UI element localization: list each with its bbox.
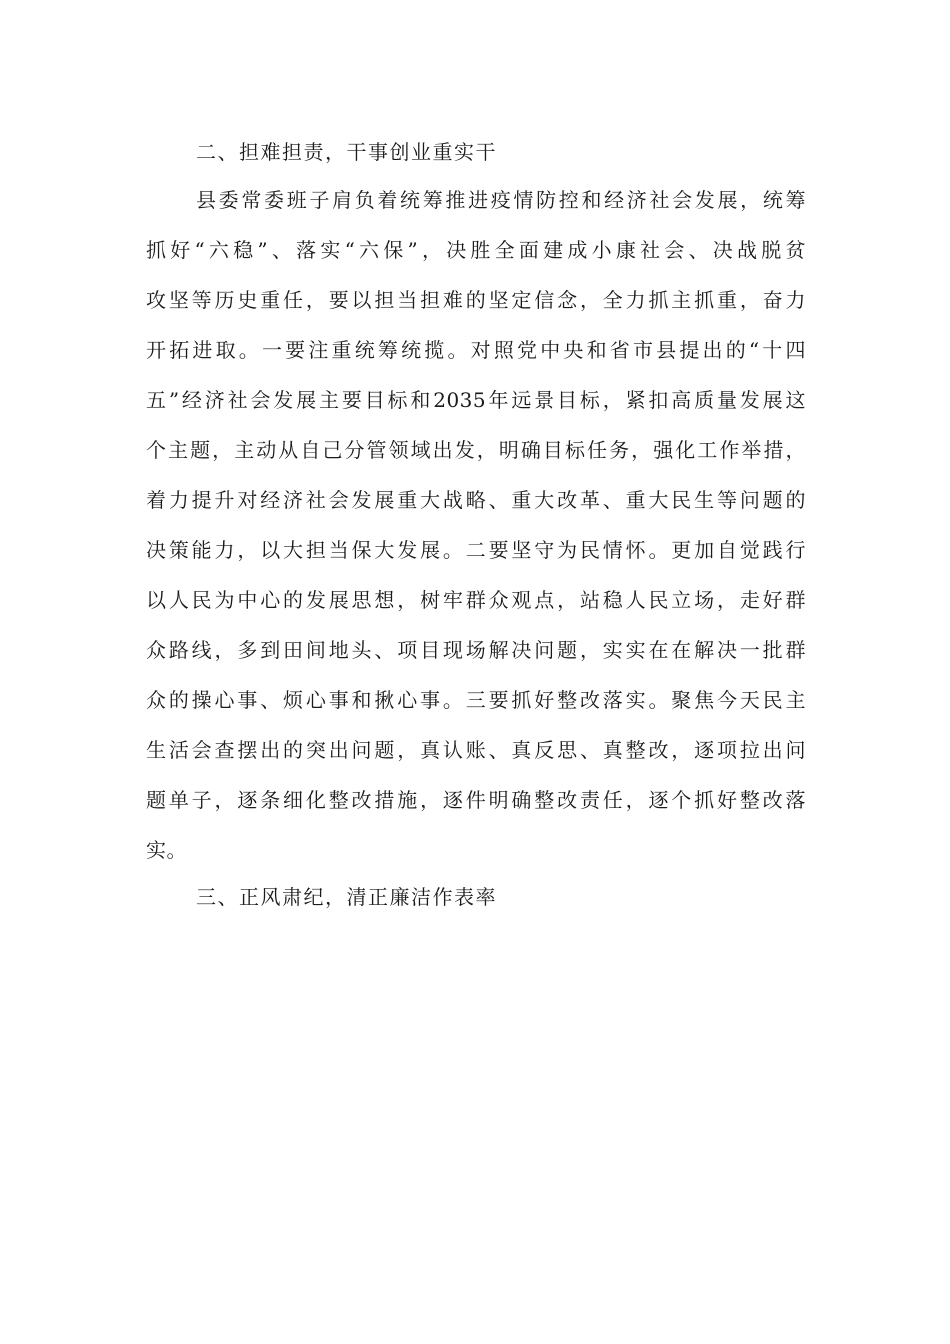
paragraph-line: 决策能力，以大担当保大发展。二要坚守为民情怀。更加自觉践行 xyxy=(146,538,806,562)
paragraph-line: 攻坚等历史重任，要以担当担难的坚定信念，全力抓主抓重，奋力 xyxy=(146,288,806,312)
paragraph-line: 个主题，主动从自己分管领域出发，明确目标任务，强化工作举措， xyxy=(146,438,806,462)
paragraph-line: 五”经济社会发展主要目标和2035年远景目标，紧扣高质量发展这 xyxy=(146,388,806,412)
section-heading-2: 二、担难担责，干事创业重实干 xyxy=(196,140,497,164)
paragraph-line: 开拓进取。一要注重统筹统揽。对照党中央和省市县提出的“十四 xyxy=(146,338,806,362)
section-heading-3: 三、正风肃纪，清正廉洁作表率 xyxy=(196,885,497,909)
paragraph-line: 着力提升对经济社会发展重大战略、重大改革、重大民生等问题的 xyxy=(146,488,806,512)
paragraph-line: 题单子，逐条细化整改措施，逐件明确整改责任，逐个抓好整改落 xyxy=(146,788,806,812)
section-2-paragraph xyxy=(146,183,806,883)
paragraph-line: 抓好“六稳”、落实“六保”，决胜全面建成小康社会、决战脱贫 xyxy=(146,238,806,262)
paragraph-line: 众路线，多到田间地头、项目现场解决问题，实实在在解决一批群 xyxy=(146,638,806,662)
paragraph-line: 生活会查摆出的突出问题，真认账、真反思、真整改，逐项拉出问 xyxy=(146,738,806,762)
paragraph-line: 县委常委班子肩负着统筹推进疫情防控和经济社会发展，统筹 xyxy=(196,188,806,212)
paragraph-line: 众的操心事、烦心事和揪心事。三要抓好整改落实。聚焦今天民主 xyxy=(146,688,806,712)
paragraph-line: 实。 xyxy=(146,838,187,862)
paragraph-line: 以人民为中心的发展思想，树牢群众观点，站稳人民立场，走好群 xyxy=(146,588,806,612)
